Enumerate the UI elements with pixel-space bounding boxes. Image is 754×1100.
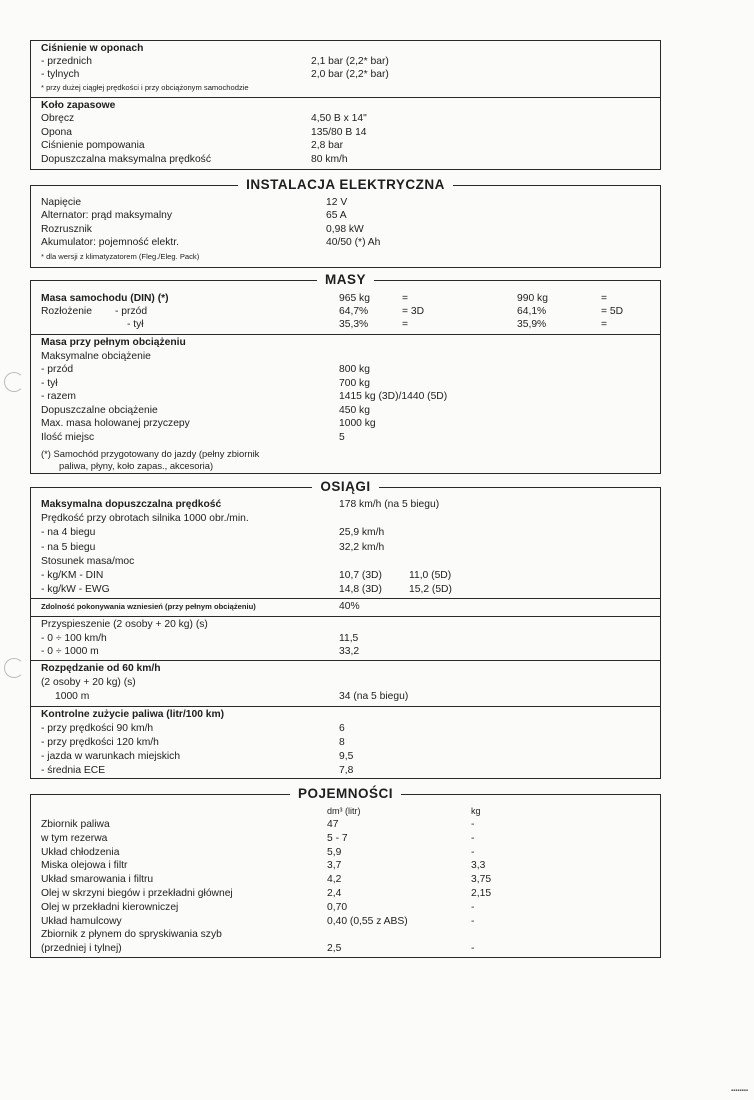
spec-row: [31, 139, 660, 153]
spec-label: w tym rezerwa: [41, 832, 108, 844]
divider: [31, 598, 660, 599]
spec-label: - tylnych: [41, 69, 80, 80]
spec-row: [31, 915, 660, 929]
section-title: [31, 786, 660, 801]
spec-label: Rozpędzanie od 60 km/h: [41, 663, 161, 674]
spec-row: [31, 350, 660, 364]
spec-value: 135/80 B 14: [311, 126, 367, 138]
capacity-mass: -: [471, 915, 475, 927]
curb-mass-row: [31, 292, 660, 306]
spec-label: Prędkość przy obrotach silnika 1000 obr./min.: [41, 513, 249, 525]
spec-label: - kg/kW - EWG: [41, 584, 110, 596]
spec-row: [31, 209, 660, 223]
spec-row: [31, 722, 660, 736]
spec-label: Alternator: prąd maksymalny: [41, 210, 173, 222]
col-volume-header: dm³ (litr): [327, 806, 361, 816]
capacity-mass: -: [471, 846, 475, 858]
spec-label: Napięcie: [41, 197, 82, 208]
performance-section: [30, 479, 661, 779]
rear-3d: 35,3%: [339, 319, 369, 330]
spec-value: 2,0 bar (2,2* bar): [311, 69, 389, 80]
divider: [31, 660, 660, 661]
spec-value: 8: [339, 737, 345, 748]
curb-mass-3d: 965 kg: [339, 293, 370, 304]
capacity-mass: -: [471, 832, 475, 844]
masses-note-line2: paliwa, płyny, koło zapas., akcesoria): [59, 460, 214, 471]
spec-label: 1000 m: [55, 691, 90, 702]
curb-mass-5d: 990 kg: [517, 293, 548, 304]
spec-row: [31, 676, 660, 690]
spec-value: 700 kg: [339, 377, 370, 389]
electrical-title: INSTALACJA ELEKTRYCZNA: [238, 177, 453, 192]
spec-label: - na 5 biegu: [41, 541, 96, 553]
capacity-volume: 3,7: [327, 860, 342, 872]
spec-value: 178 km/h (na 5 biegu): [339, 499, 440, 510]
divider: [31, 97, 660, 98]
spec-label: - średnia ECE: [41, 765, 106, 776]
spec-value: 2,1 bar (2,2* bar): [311, 56, 389, 67]
spec-label: Stosunek masa/moc: [41, 555, 135, 567]
punch-hole: [4, 372, 24, 392]
spec-label: Układ chłodzenia: [41, 846, 120, 858]
spec-row: [31, 377, 660, 391]
spec-row: [31, 250, 660, 264]
capacity-mass: -: [471, 901, 475, 913]
spec-row: [31, 928, 660, 942]
spec-label: Dopuszczalne obciążenie: [41, 404, 158, 416]
spec-row: [31, 583, 660, 597]
spec-row: [31, 126, 660, 140]
spec-label: - kg/KM - DIN: [41, 570, 104, 581]
spec-label: Zbiornik z płynem do spryskiwania szyb: [41, 929, 222, 941]
spec-row: [31, 690, 660, 704]
col-mass-header: kg: [471, 806, 481, 816]
spec-row: [31, 645, 660, 659]
divider: [31, 616, 660, 617]
spec-row: [31, 873, 660, 887]
spec-value-2: 15,2 (5D): [409, 584, 452, 596]
capacity-volume: 0,40 (0,55 z ABS): [327, 915, 408, 927]
capacities-title: POJEMNOŚCI: [290, 786, 401, 801]
spec-label: Ilość miejsc: [41, 431, 95, 443]
spec-label: Max. masa holowanej przyczepy: [41, 418, 190, 429]
capacity-volume: 47: [327, 819, 339, 830]
spec-value: 34 (na 5 biegu): [339, 691, 409, 702]
spec-row: [31, 832, 660, 846]
capacity-volume: 5,9: [327, 846, 342, 858]
spec-row: [31, 81, 660, 95]
spec-label: Olej w przekładni kierowniczej: [41, 901, 179, 913]
capacity-mass: 3,3: [471, 860, 486, 872]
spec-label: - jazda w warunkach miejskich: [41, 751, 181, 762]
spec-label: Olej w skrzyni biegów i przekładni głównej: [41, 888, 233, 899]
punch-hole: [4, 658, 24, 678]
spec-value: 1415 kg (3D)/1440 (5D): [339, 391, 448, 402]
spec-label: Dopuszczalna maksymalna prędkość: [41, 153, 211, 165]
spec-value: 5: [339, 431, 345, 443]
spec-row: [31, 55, 660, 69]
curb-mass-label: Masa samochodu (DIN) (*): [41, 293, 169, 304]
spec-label: - tył: [41, 377, 58, 389]
spec-row: [31, 336, 660, 350]
eq: = 5D: [601, 306, 624, 317]
spec-label: - na 4 biegu: [41, 527, 96, 539]
spec-value: 40/50 (*) Ah: [326, 237, 381, 249]
spec-row: [31, 526, 660, 540]
spec-value: 9,5: [339, 751, 354, 762]
scan-mark: ▪▪▪▪▪▪▪▪: [730, 1088, 748, 1094]
spec-row: [31, 708, 660, 722]
spec-label: Rozrusznik: [41, 223, 92, 235]
spec-row: [31, 859, 660, 873]
spec-row: [31, 736, 660, 750]
eq: = 3D: [402, 306, 425, 317]
spec-value: 33,2: [339, 646, 360, 658]
spec-row: [31, 390, 660, 404]
spec-value: 10,7 (3D): [339, 570, 382, 581]
capacity-volume: 2,5: [327, 943, 342, 955]
spec-row: [31, 541, 660, 555]
spec-value: 450 kg: [339, 404, 370, 416]
spec-row: [31, 662, 660, 676]
spec-row: [31, 750, 660, 764]
capacity-mass: 2,15: [471, 888, 492, 899]
capacity-mass: -: [471, 943, 475, 955]
front-dist-row: [31, 305, 660, 319]
divider: [31, 334, 660, 335]
spec-label: * przy dużej ciągłej prędkości i przy obciążonym samochodzie: [41, 83, 249, 92]
spec-value: 4,50 B x 14": [311, 113, 367, 125]
eq: =: [402, 293, 409, 304]
spec-label: - przy prędkości 120 km/h: [41, 737, 159, 748]
capacities-section: [30, 786, 661, 958]
spec-row: [31, 236, 660, 250]
spec-label: - razem: [41, 391, 76, 402]
front-5d: 64,1%: [517, 306, 547, 317]
capacities-header-row: [31, 805, 660, 819]
spec-row: [31, 42, 660, 56]
spec-row: [31, 68, 660, 82]
spec-row: [31, 555, 660, 569]
eq: =: [601, 293, 608, 304]
spec-label: Zbiornik paliwa: [41, 819, 110, 830]
spec-row: [31, 363, 660, 377]
spec-value: 11,5: [339, 632, 359, 644]
spec-value: 6: [339, 723, 345, 734]
spec-value: 7,8: [339, 765, 354, 776]
spec-label: Koło zapasowe: [41, 100, 116, 111]
capacity-mass: 3,75: [471, 874, 492, 886]
spec-value: 25,9 km/h: [339, 527, 385, 539]
spec-label: - przy prędkości 90 km/h: [41, 723, 154, 734]
section-title: [31, 479, 660, 494]
divider: [31, 706, 660, 707]
performance-title: OSIĄGI: [312, 479, 378, 494]
capacity-volume: 2,4: [327, 888, 342, 899]
spec-value: 800 kg: [339, 364, 370, 375]
spec-row: [31, 632, 660, 646]
spec-row: [31, 618, 660, 632]
spec-label: (2 osoby + 20 kg) (s): [41, 677, 136, 688]
spec-row: [31, 153, 660, 167]
capacity-mass: -: [471, 819, 475, 830]
capacity-volume: 5 - 7: [327, 832, 348, 844]
spec-value: 80 km/h: [311, 153, 348, 165]
spec-label: Układ hamulcowy: [41, 915, 122, 927]
spec-label: - przednich: [41, 56, 92, 67]
spec-label: - 0 ÷ 100 km/h: [41, 632, 107, 644]
spec-label: Masa przy pełnym obciążeniu: [41, 337, 186, 348]
front-3d: 64,7%: [339, 306, 369, 317]
spec-row: [31, 112, 660, 126]
spec-row: [31, 404, 660, 418]
spec-label: Maksymalna dopuszczalna prędkość: [41, 499, 222, 510]
spec-value: 2,8 bar: [311, 140, 344, 152]
masses-note-line1: (*) Samochód przygotowany do jazdy (pełny zbiornik: [41, 448, 260, 459]
spec-value: 14,8 (3D): [339, 584, 382, 596]
spec-label: Maksymalne obciążenie: [41, 350, 151, 362]
tires-section: [30, 40, 661, 170]
spec-value: 1000 kg: [339, 418, 376, 429]
spec-label: Miska olejowa i filtr: [41, 860, 128, 872]
spec-row: [31, 818, 660, 832]
rear-dist-row: [31, 318, 660, 332]
spec-row: [31, 99, 660, 113]
spec-row: [31, 431, 660, 445]
spec-label: * dla wersji z klimatyzatorem (Fleg./Eleg. Pack): [41, 251, 200, 261]
spec-label: Opona: [41, 126, 72, 138]
spec-row: [31, 887, 660, 901]
spec-row: [31, 569, 660, 583]
spec-value: 32,2 km/h: [339, 541, 385, 553]
electrical-section: [30, 177, 661, 268]
spec-label: Obręcz: [41, 113, 75, 125]
spec-row: [31, 196, 660, 210]
section-title: [31, 272, 660, 287]
rear-5d: 35,9%: [517, 319, 547, 330]
spec-row: [31, 417, 660, 431]
spec-label: Akumulator: pojemność elektr.: [41, 237, 179, 249]
masses-title: MASY: [317, 272, 374, 287]
spec-label: Układ smarowania i filtru: [41, 874, 154, 886]
capacity-volume: 0,70: [327, 901, 348, 913]
rear-label: - tył: [127, 319, 144, 330]
spec-value: 65 A: [326, 210, 347, 222]
spec-row: [31, 764, 660, 778]
spec-row: [31, 223, 660, 237]
climb-row: [31, 600, 660, 614]
spec-label: - przód: [41, 364, 74, 375]
spec-row: [31, 512, 660, 526]
masses-section: [30, 272, 661, 474]
spec-value-2: 11,0 (5D): [409, 570, 452, 581]
spec-label: (przedniej i tylnej): [41, 943, 122, 955]
climb-label: Zdolność pokonywania wzniesień (przy pełnym obciążeniu): [41, 602, 256, 611]
spec-label: Ciśnienie pompowania: [41, 140, 145, 152]
spec-row: [31, 498, 660, 512]
capacity-volume: 4,2: [327, 874, 342, 886]
climb-value: 40%: [339, 601, 360, 612]
spec-row: [31, 901, 660, 915]
spec-value: 12 V: [326, 197, 348, 208]
spec-value: 0,98 kW: [326, 223, 364, 235]
section-title: [31, 177, 660, 192]
distribution-label: Rozłożenie: [41, 306, 92, 317]
masses-note-row: [31, 459, 660, 473]
eq: =: [601, 319, 608, 330]
spec-label: - 0 ÷ 1000 m: [41, 646, 99, 658]
eq: =: [402, 319, 409, 330]
spec-label: Przyspieszenie (2 osoby + 20 kg) (s): [41, 619, 208, 630]
spec-label: Kontrolne zużycie paliwa (litr/100 km): [41, 709, 225, 720]
front-label: - przód: [115, 306, 148, 317]
spec-row: [31, 942, 660, 956]
spec-row: [31, 846, 660, 860]
spec-label: Ciśnienie w oponach: [41, 43, 144, 54]
